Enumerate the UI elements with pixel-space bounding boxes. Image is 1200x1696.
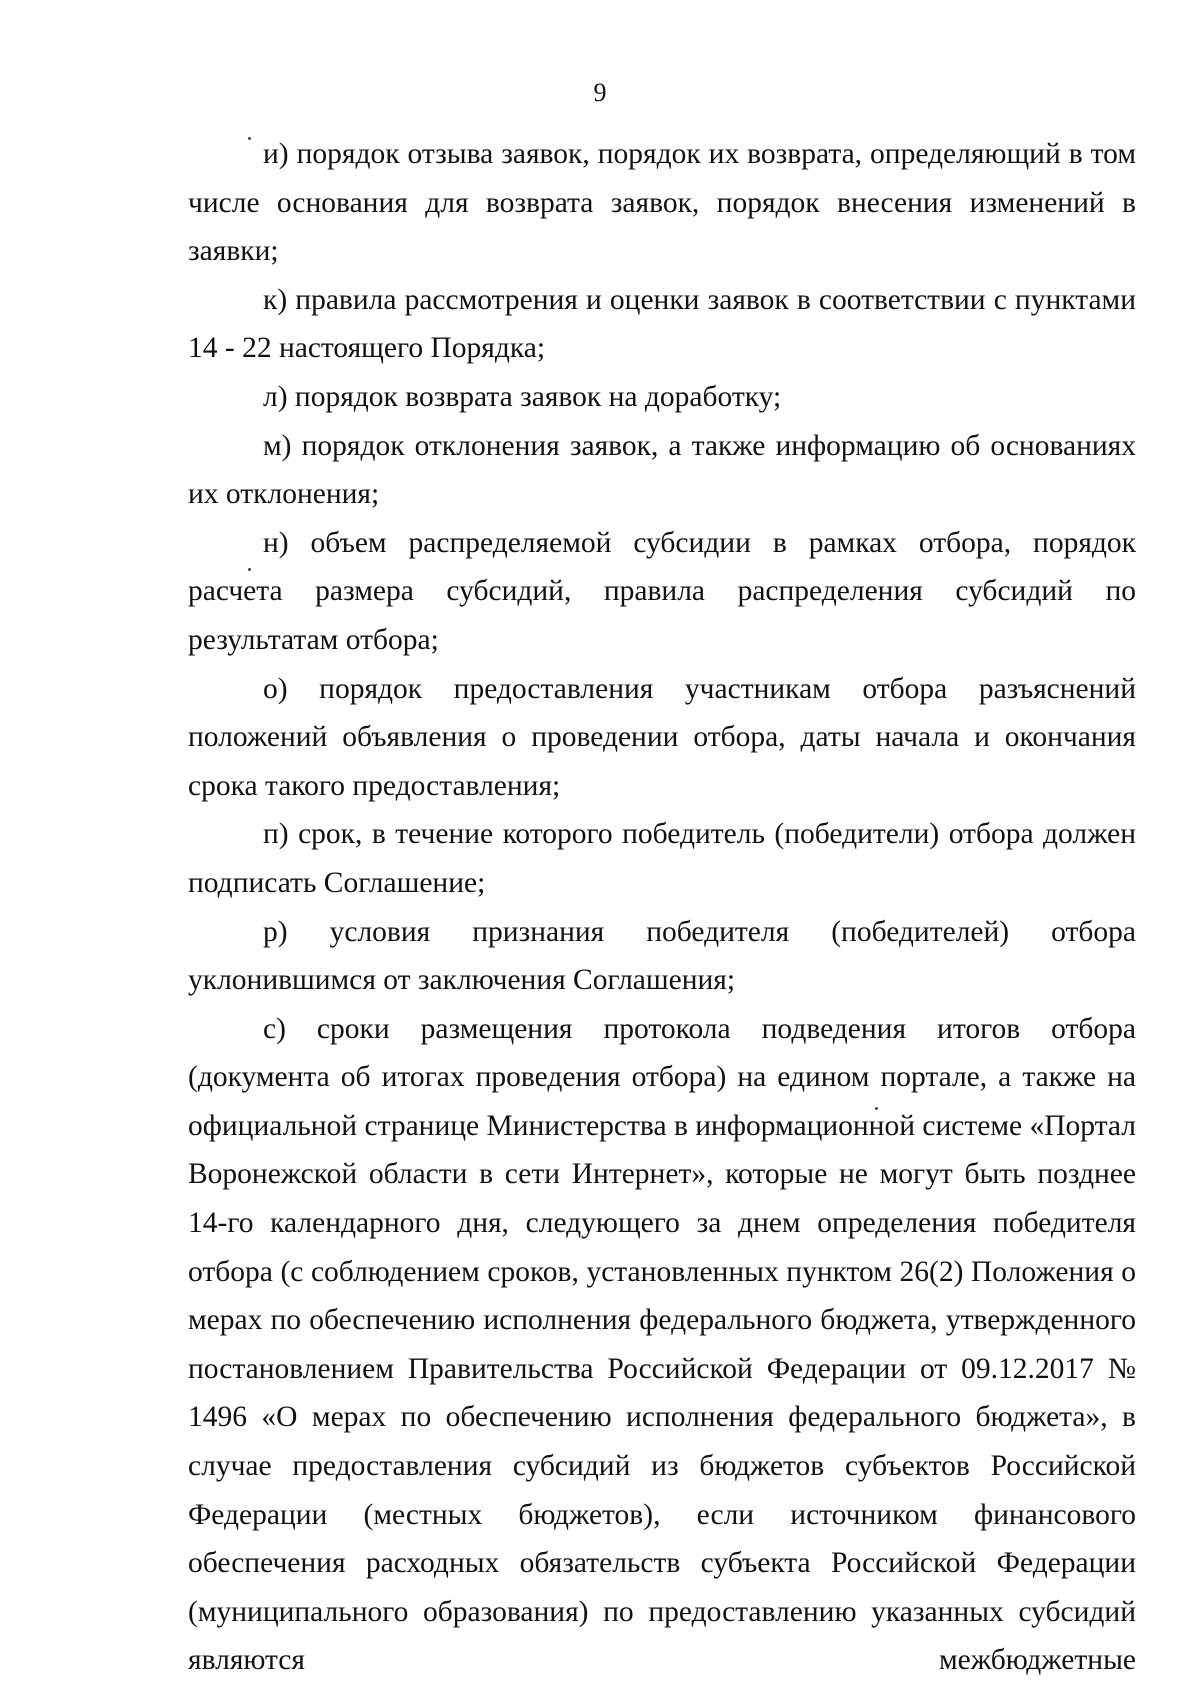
scan-speck [875,1107,878,1110]
paragraph-s: с) сроки размещения протокола подведения итогов отбора (документа об итогах проведения отбора) на едином портале, а также на официальной странице Министерства в информационной системе «Портал Воронежской области в сети Интернет», которые не могут быть позднее 14-го календарного дня, следующего за днем определения победителя отбора (с соблюдением сроков, установленных пунктом 26(2) Положения о мерах по обеспечению исполнения федерального бюджета, утвержденного постановлением Правительства Российской Федерации от 09.12.2017 № 1496 «О мерах по обеспечению исполнения федерального бюджета», в случае предоставления субсидий из бюджетов субъектов Российской Федерации (местных бюджетов), если источником финансового обеспечения расходных обязательств субъекта Российской Федерации (муниципального образования) по предоставлению указанных субсидий являются межбюджетные [188,1012,1136,1677]
paragraph-l: л) порядок возврата заявок на доработку; [263,380,782,413]
paragraph-r: р) условия признания победителя (победителей) отбора уклонившимся от заключения Соглашения; [188,915,1136,997]
document-body [188,130,1136,1685]
scan-speck [248,568,251,571]
paragraph-k: к) правила рассмотрения и оценки заявок в соответствии с пунктами 14 - 22 настоящего Порядка; [188,283,1136,365]
scan-speck [248,137,251,140]
paragraph-o: о) порядок предоставления участникам отбора разъяснений положений объявления о проведении отбора, даты начала и окончания срока такого предоставления; [188,672,1136,802]
paragraph-p: п) срок, в течение которого победитель (победители) отбора должен подписать Соглашение; [188,818,1136,899]
page-number: 9 [593,78,607,107]
paragraph-n: н) объем распределяемой субсидии в рамках отбора, порядок расчета размера субсидий, правила распределения субсидий по результатам отбора; [188,526,1136,656]
paragraph-i: и) порядок отзыва заявок, порядок их возврата, определяющий в том числе основания для возврата заявок, порядок внесения изменений в заявки; [188,138,1136,268]
paragraph-m: м) порядок отклонения заявок, а также информацию об основаниях их отклонения; [188,429,1136,511]
